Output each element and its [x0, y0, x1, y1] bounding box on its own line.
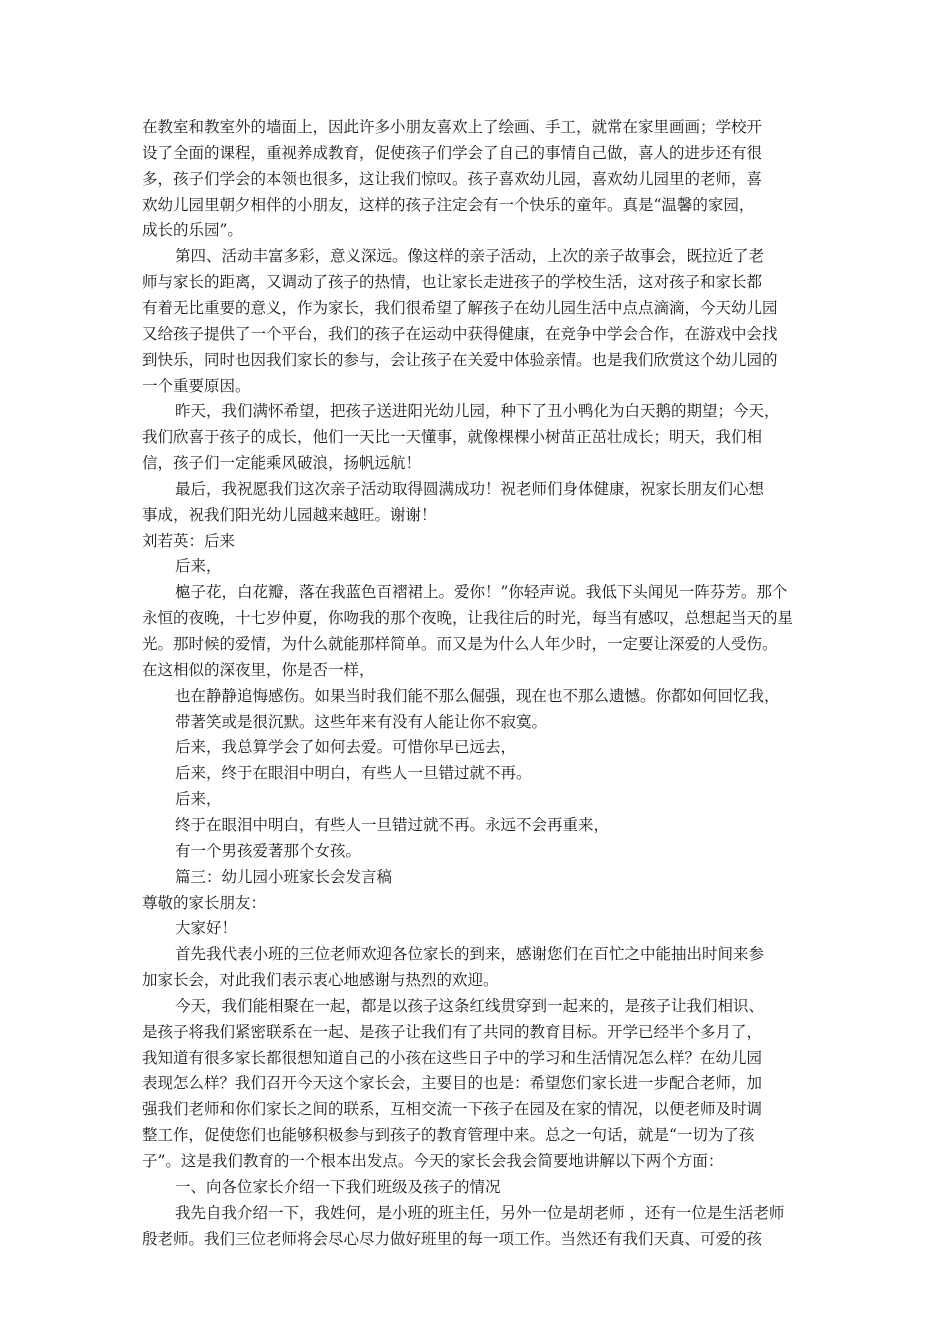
text-line: 加家长会，对此我们表示衷心地感谢与热烈的欢迎。 [142, 971, 499, 990]
text-line: 有一个男孩爱著那个女孩。 [175, 841, 362, 860]
text-line: 师与家长的距离，又调动了孩子的热情，也让家长走进孩子的学校生活，这对孩子和家长都 [142, 273, 763, 292]
text-line: 是孩子将我们紧密联系在一起、是孩子让我们有了共同的教育目标。开学已经半个多月了， [142, 1022, 763, 1041]
text-line: 强我们老师和你们家长之间的联系，互相交流一下孩子在园及在家的情况，以便老师及时调 [142, 1100, 763, 1119]
text-line: 表现怎么样？我们召开今天这个家长会，主要目的也是：希望您们家长进一步配合老师，加 [142, 1074, 763, 1093]
text-line: 后来，终于在眼泪中明白，有些人一旦错过就不再。 [175, 764, 532, 783]
text-line: 带著笑或是很沉默。这些年来有没有人能让你不寂寞。 [175, 712, 548, 731]
text-line: 欢幼儿园里朝夕相伴的小朋友，这样的孩子注定会有一个快乐的童年。真是“温馨的家园， [142, 195, 755, 214]
text-line: 昨天，我们满怀希望，把孩子送进阳光幼儿园，种下了丑小鸭化为白天鹅的期望；今天， [175, 402, 780, 421]
text-line: 在这相似的深夜里，你是否一样， [142, 660, 375, 679]
text-line: 最后，我祝愿我们这次亲子活动取得圆满成功！祝老师们身体健康，祝家长朋友们心想 [175, 479, 765, 498]
text-line: 后来，我总算学会了如何去爱。可惜你早已远去， [175, 738, 517, 757]
text-line: 又给孩子提供了一个平台，我们的孩子在运动中获得健康，在竞争中学会合作，在游戏中会找 [142, 324, 778, 343]
text-line: 事成，祝我们阳光幼儿园越来越旺。谢谢！ [142, 505, 437, 524]
text-line: 第四、活动丰富多彩，意义深远。像这样的亲子活动，上次的亲子故事会，既拉近了老 [175, 247, 765, 266]
text-line: 我们欣喜于孩子的成长，他们一天比一天懂事，就像棵棵小树苗正茁壮成长；明天，我们相 [142, 428, 763, 447]
text-line: 子”。这是我们教育的一个根本出发点。今天的家长会我会简要地讲解以下两个方面： [142, 1152, 724, 1170]
text-line: 刘若英：后来 [142, 531, 236, 550]
text-line: 在教室和教室外的墙面上，因此许多小朋友喜欢上了绘画、手工，就常在家里画画；学校开 [142, 118, 763, 136]
text-line: 也在静静追悔感伤。如果当时我们能不那么倔强，现在也不那么遗憾。你都如何回忆我， [175, 686, 780, 705]
text-line: 多，孩子们学会的本领也很多，这让我们惊叹。孩子喜欢幼儿园，喜欢幼儿园里的老师，喜 [142, 169, 763, 188]
text-line: 首先我代表小班的三位老师欢迎各位家长的到来，感谢您们在百忙之中能抽出时间来参 [175, 945, 765, 964]
text-line: 设了全面的课程，重视养成教育，促使孩子们学会了自己的事情自己做，喜人的进步还有很 [142, 143, 763, 162]
text-line: 有着无比重要的意义，作为家长，我们很希望了解孩子在幼儿园生活中点点滴滴，今天幼儿园 [142, 298, 778, 317]
text-line: 我知道有很多家长都很想知道自己的小孩在这些日子中的学习和生活情况怎么样？在幼儿园 [142, 1048, 763, 1067]
text-line: 永恒的夜晚，十七岁仲夏，你吻我的那个夜晚，让我往后的时光，每当有感叹，总想起当天的星 [142, 609, 794, 628]
text-line: 殷老师。我们三位老师将会尽心尽力做好班里的每一项工作。当然还有我们天真、可爱的孩 [142, 1229, 763, 1248]
text-line: 今天，我们能相聚在一起，都是以孩子这条红线贯穿到一起来的，是孩子让我们相识、 [175, 996, 765, 1015]
text-line: 后来， [175, 790, 222, 809]
text-line: 终于在眼泪中明白，有些人一旦错过就不再。永远不会再重来， [175, 815, 610, 834]
text-line: 尊敬的家长朋友： [142, 893, 267, 912]
text-line: 槴子花，白花瓣，落在我蓝色百褶裙上。爱你！”你轻声说。我低下头闻见一阵芬芳。那个 [175, 583, 788, 602]
text-line: 成长的乐园”。 [142, 221, 243, 240]
text-line: 一、向各位家长介绍一下我们班级及孩子的情况 [175, 1177, 501, 1196]
text-line: 我先自我介绍一下，我姓何，是小班的班主任，另外一位是胡老师 ，还有一位是生活老师 [175, 1203, 785, 1222]
text-line: 光。那时候的爱情，为什么就能那样简单。而又是为什么人年少时，一定要让深爱的人受伤。 [142, 635, 778, 653]
text-line: 信，孩子们一定能乘风破浪，扬帆远航！ [142, 454, 422, 473]
text-line: 篇三：幼儿园小班家长会发言稿 [175, 867, 393, 886]
text-line: 后来， [175, 557, 222, 576]
text-line: 整工作，促使您们也能够积极参与到孩子的教育管理中来。总之一句话，就是“一切为了孩 [142, 1126, 755, 1145]
text-line: 大家好！ [175, 919, 238, 938]
text-line: 到快乐，同时也因我们家长的参与，会让孩子在关爱中体验亲情。也是我们欣赏这个幼儿园的 [142, 350, 778, 369]
text-line: 一个重要原因。 [142, 376, 251, 395]
